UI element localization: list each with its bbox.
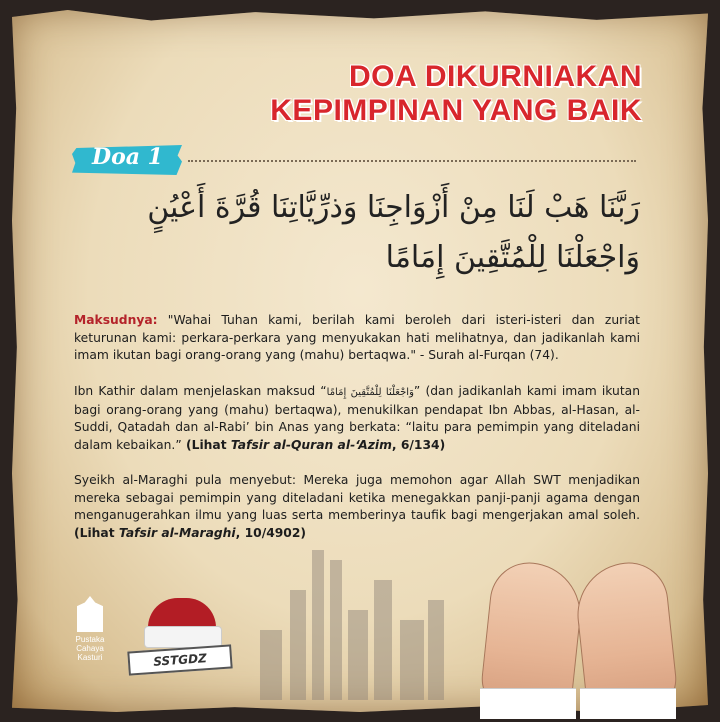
ibn-kathir-paragraph: [74, 383, 640, 454]
title-line-1: DOA DIKURNIAKAN: [348, 60, 642, 93]
songkok-cap-icon: [144, 598, 220, 650]
citation-open: (Lihat: [74, 525, 119, 540]
doa-badge-label: Doa 1: [92, 144, 163, 170]
logo-line-1: Pustaka: [75, 635, 105, 644]
left-sleeve: [480, 688, 576, 719]
city-skyline-icon: [250, 540, 450, 700]
maraghi-paragraph: [74, 472, 640, 542]
maksudnya-label: Maksudnya:: [74, 313, 158, 327]
citation-open: (Lihat: [181, 437, 231, 452]
watermark-label: SSTGDZ: [127, 644, 232, 675]
praying-hands-icon: [480, 545, 680, 715]
citation-title: Tafsir al-Quran al-‘Azim: [230, 437, 392, 452]
arabic-verse-line-1: رَبَّنَا هَبْ لَنَا مِنْ أَزْوَاجِنَا وَذرِّيَّاتِنَا قُرَّةَ أَعْيُنٍ: [147, 190, 640, 225]
title-line-2: KEPIMPINAN YANG BAIK: [270, 94, 642, 127]
citation-close: , 6/134): [391, 437, 446, 452]
translation-paragraph: [74, 312, 640, 365]
publisher-logo: [70, 596, 110, 662]
page-title: [270, 60, 642, 128]
ibn-kathir-text-2: ” (dan jadikanlah kami imam ikutan bagi orang-orang yang (mahu) bertaqwa), menukilkan pendapat Ibn Abbas, al-Hasan, al-Suddi, Qatadah dan al-Rabi’ bin Anas yang berkata: “laitu para pemimpin yang diteladani dalam kebaikan.”: [74, 384, 640, 452]
right-sleeve: [580, 688, 676, 719]
logo-line-3: Kasturi: [77, 653, 103, 662]
logo-line-2: Cahaya: [76, 644, 104, 653]
mosque-logo-icon: [77, 596, 103, 632]
translation-text: "Wahai Tuhan kami, berilah kami beroleh dari isteri-isteri dan zuriat keturunan kami: perkara-perkara yang menyukakan hati melihatnya, dan jadikanlah kami imam ikutan bagi orang-orang yang (mahu) bertaqwa." - Surah al-Furqan (74).: [74, 313, 640, 363]
inline-arabic-quote: وَاجْعَلْنَا لِلْمُتَّقِينَ إِمَامًا: [326, 387, 414, 398]
ibn-kathir-text-1: Ibn Kathir dalam menjelaskan maksud “: [74, 384, 327, 398]
maraghi-text: Syeikh al-Maraghi pula menyebut: Mereka juga memohon agar Allah SWT menjadikan mereka sebagai pemimpin yang diteladani ketika menegakkan panji-panji agama dengan menganugerahkan ilmu yang luas serta memberinya taufik bagi mengerjakan amal soleh.: [74, 473, 640, 523]
citation-close: , 10/4902): [235, 525, 307, 540]
arabic-verse-line-2: وَاجْعَلْنَا لِلْمُتَّقِينَ إِمَامًا: [385, 240, 640, 275]
citation-title: Tafsir al-Maraghi: [118, 525, 236, 540]
dotted-divider: [188, 160, 636, 162]
